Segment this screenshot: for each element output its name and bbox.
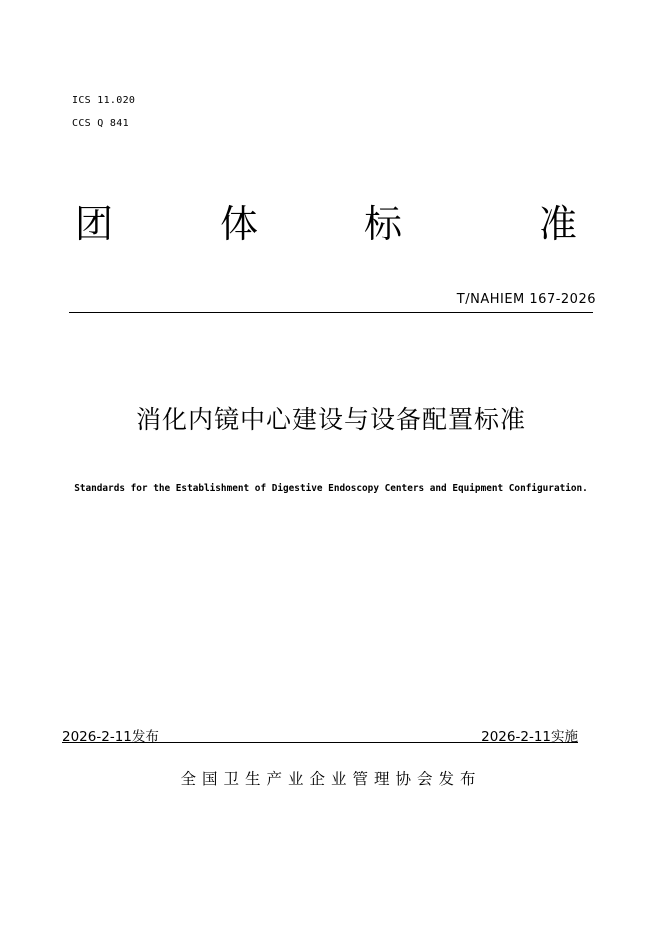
category-char-1: 团 <box>75 202 114 246</box>
ics-code: ICS 11.020 <box>72 95 136 106</box>
category-char-3: 标 <box>364 202 403 246</box>
ccs-code: CCS Q 841 <box>72 118 129 129</box>
title-chinese: 消化内镜中心建设与设备配置标准 <box>135 405 526 434</box>
category-char-2: 体 <box>220 202 259 246</box>
header-divider <box>69 312 593 313</box>
standard-number: T/NAHIEM 167-2026 <box>456 292 596 307</box>
title-english: Standards for the Establishment of Digestive Endoscopy Centers and Equipment Configuration. <box>74 483 588 494</box>
footer-divider <box>62 742 578 743</box>
publish-date: 2026-2-11发布 <box>62 729 159 745</box>
implement-date: 2026-2-11实施 <box>481 729 578 745</box>
category-char-4: 准 <box>539 202 578 246</box>
issuing-organization: 全国卫生产业企业管理协会发布 <box>180 770 482 788</box>
